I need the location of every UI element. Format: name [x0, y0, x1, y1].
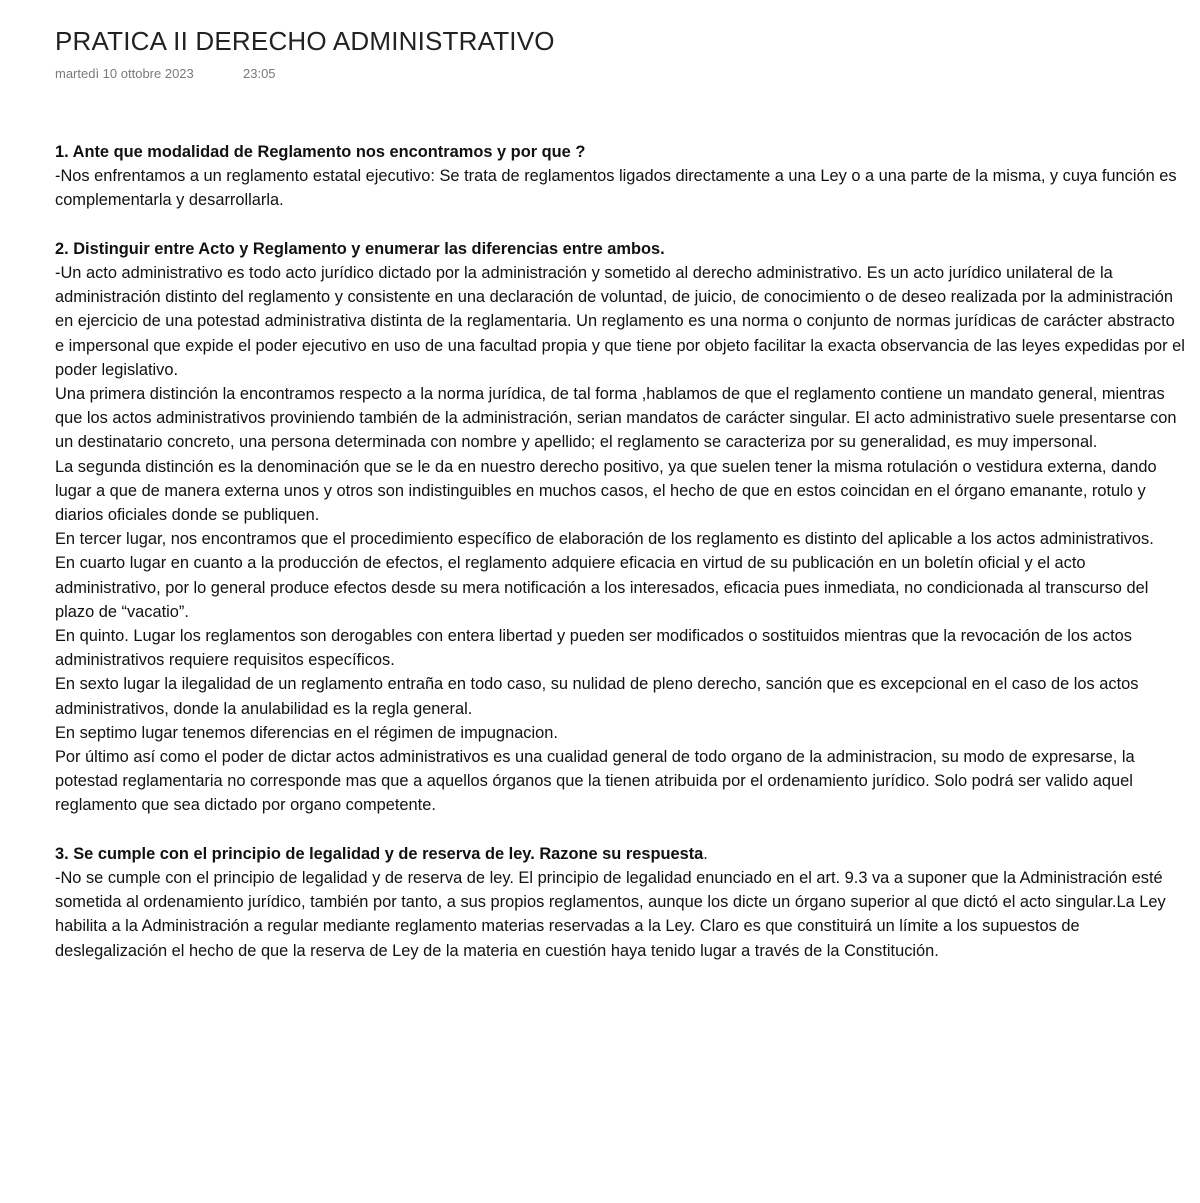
answer-paragraph: En tercer lugar, nos encontramos que el procedimiento específico de elaboración de los reglamento es distinto del aplicable a los actos administrativos. [55, 530, 1154, 549]
answer-paragraph: -Un acto administrativo es todo acto jurídico dictado por la administración y sometido al derecho administrativo. Es un acto jurídico unilateral de la administración distinto del reglamento y consistente en una declaración de voluntad, de juicio, de conocimiento o de deseo realizada por la administración en ejercicio de una potestad administrativa distinta de la reglamentaria. Un reglamento es una norma o conjunto de normas jurídicas de carácter abstracto e impersonal que expide el poder ejecutivo en uso de una facultad propia y que tiene por objeto facilitar la exacta observancia de las leyes expedidas por el poder legislativo. [55, 264, 1185, 379]
answer-paragraph: En sexto lugar la ilegalidad de un reglamento entraña en todo caso, su nulidad de pleno derecho, sanción que es excepcional en el caso de los actos administrativos, donde la anulabilidad es la regla general. [55, 675, 1139, 718]
answer-paragraph: La segunda distinción es la denominación que se le da en nuestro derecho positivo, ya que suelen tener la misma rotulación o vestidura externa, dando lugar a que de manera externa unos y otros son indistinguibles en muchos casos, el hecho de que en estos coincidan en el órgano emanante, rotulo y diarios oficiales donde se publiquen. [55, 457, 1157, 525]
answer-paragraph: Una primera distinción la encontramos respecto a la norma jurídica, de tal forma ,hablamos de que el reglamento contiene un mandato general, mientras que los actos administrativos proviniendo también de la administración, serian mandatos de carácter singular. El acto administrativo suele presentarse con un destinatario concreto, una persona determinada con nombre y apellido; el reglamento se caracteriza por su generalidad, es muy impersonal. [55, 385, 1177, 452]
question-heading: 1. Ante que modalidad de Reglamento nos encontramos y por que ? [55, 143, 586, 161]
question-section-1 [55, 140, 1187, 213]
page-title[interactable]: PRATICA II DERECHO ADMINISTRATIVO [55, 26, 555, 56]
note-body[interactable] [55, 140, 1187, 987]
answer-paragraph: -No se cumple con el principio de legalidad y de reserva de ley. El principio de legalidad enunciado en el art. 9.3 va a suponer que la Administración esté sometida al ordenamiento jurídico, también por tanto, a sus propios reglamentos, aunque los dicte un órgano superior al que dictó el acto singular.La Ley habilita a la Administración a regular mediante reglamento materias reservadas a la Ley. Claro es que constituirá un límite a los supuestos de deslegalización el hecho de que la reserva de Ley de la materia en cuestión haya tenido lugar a través de la Constitución. [55, 869, 1166, 960]
note-metadata [55, 66, 276, 81]
question-section-3 [55, 842, 1187, 963]
answer-paragraph: -Nos enfrentamos a un reglamento estatal ejecutivo: Se trata de reglamentos ligados directamente a una Ley o a una parte de la misma, y cuya función es complementarla y desarrollarla. [55, 167, 1177, 210]
question-section-2 [55, 237, 1187, 818]
question-heading: 2. Distinguir entre Acto y Reglamento y enumerar las diferencias entre ambos. [55, 239, 665, 258]
note-time: 23:05 [243, 66, 276, 81]
answer-paragraph: Por último así como el poder de dictar actos administrativos es una cualidad general de todo organo de la administracion, su modo de expresarse, la potestad reglamentaria no corresponde mas que a aquellos órganos que la tienen atribuida por el ordenamiento jurídico. Solo podrá ser valido aquel reglamento que sea dictado por organo competente. [55, 748, 1135, 815]
question-heading: 3. Se cumple con el principio de legalidad y de reserva de ley. Razone su respuesta. [55, 844, 708, 863]
answer-paragraph: En quinto. Lugar los reglamentos son derogables con entera libertad y pueden ser modificados o sostituidos mientras que la revocación de los actos administrativos requiere requisitos específicos. [55, 627, 1132, 670]
answer-paragraph: En septimo lugar tenemos diferencias en el régimen de impugnacion. [55, 723, 558, 742]
answer-paragraph: En cuarto lugar en cuanto a la producción de efectos, el reglamento adquiere eficacia en virtud de su publicación en un boletín oficial y el acto administrativo, por lo general produce efectos desde su mera notificación a los interesados, eficacia pues inmediata, no condicionada al transcurso del plazo de “vacatio”. [55, 554, 1149, 621]
note-date: martedì 10 ottobre 2023 [55, 66, 194, 81]
